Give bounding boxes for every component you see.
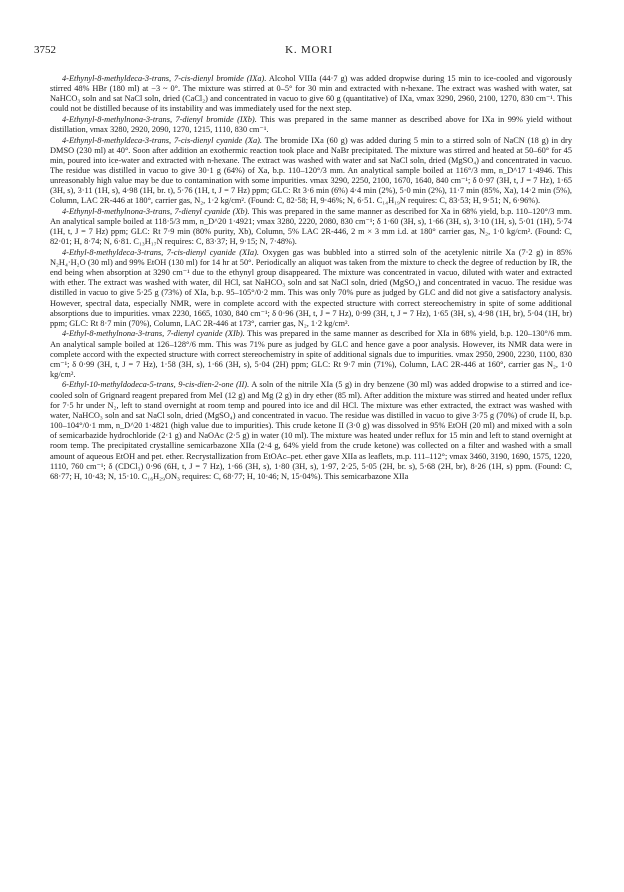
paragraph-text: This was prepared in the same manner as described for Xa in 68% yield, b.p. 110–120°/3 mm. An analytical sample boiled at 118·5/3 mm, n_D^20 1·4921; νmax 3280, 2220, 2080, 830 cm⁻¹; δ 1·60 (3H, s), 1·66 (3H, s), 3·10 (1H, s), 5·01 (1H), 5·74 (1H, t, J = 7 Hz) ppm; GLC: Rt 7·9 min (80% purity, Xb), Column, 5% LAC 2R-446, 2 m × 3 mm i.d. at 180° carrier gas, N₂, 1·0 kg/cm². (Found: C, 82·01; H, 8·74; N, 6·81. C₁₃H₁₇N requires: C, 83·37; H, 9·15; N, 7·48%). xyxy=(50,206,572,247)
paragraph-cyanide-xib xyxy=(50,329,572,380)
compound-title: 4-Ethynyl-8-methyldeca-3-trans, 7-cis-dienyl bromide (IXa). xyxy=(62,74,267,83)
compound-title: 4-Ethynyl-8-methylnona-3-trans, 7-dienyl cyanide (Xb). xyxy=(62,206,250,216)
running-head-author: K. MORI xyxy=(285,44,333,56)
compound-title: 6-Ethyl-10-methyldodeca-5-trans, 9-cis-dien-2-one (II). xyxy=(62,380,250,390)
compound-title: 4-Ethyl-8-methyldeca-3-trans, 7-cis-dienyl cyanide (XIa). xyxy=(62,247,259,257)
paragraph-text: This was prepared in the same manner as described above for IXa in 99% yield without distillation, νmax 3280, 2920, 2090, 1270, 1215, 1110, 830 cm⁻¹. xyxy=(50,114,572,135)
page-number: 3752 xyxy=(34,44,56,56)
paragraph-text: This was prepared in the same manner as described for XIa in 68% yield, b.p. 120–130°/6 mm. An analytical sample boiled at 126–128°/6 mm. This was 71% pure as judged by GLC and hence gave a poor analysis. However, its NMR data were in complete accord with the expected structure with correct stereochemistry in spite of additional signals due to impurities. νmax 2950, 2900, 2230, 1100, 830 cm⁻¹; δ 0·99 (3H, t, J = 7 Hz), 1·58 (3H, s), 1·66 (3H, s), 5·04 (2H) ppm; GLC: Rt 9·7 min (71%), Column, LAC 2R-446 at 160°, carrier gas N₂, 1·0 kg/cm². xyxy=(50,329,572,380)
paragraph-bromide-ixb xyxy=(50,115,572,135)
paragraph-cyanide-xa xyxy=(50,136,572,207)
paragraph-text: The bromide IXa (60 g) was added during 5 min to a stirred soln of NaCN (18 g) in dry DMSO (230 ml) at 40°. Soon after addition an exothermic reaction took place and NaBr precipitated. The mixture was stirred and heated at 50–60° for 45 min, poured into ice-water and extracted with n-hexane. The extract was washed with water and sat NaCl soln, dried (MgSO₄) and concentrated in vacuo. The residue was distilled in vacuo to give 30·1 g (64%) of Xa, b.p. 110–120°/3 mm. An analytical sample boiled at 116°/3 mm, n_D^17 1·4946. This unreasonably high value may be due to contamination with some impurities. νmax 3290, 2250, 2100, 1670, 1640, 840 cm⁻¹; δ 0·97 (3H, t, J = 7 Hz), 1·65 (3H, s), 3·11 (1H, s), 4·98 (1H, br. t), 5·76 (1H, t, J = 7 Hz) ppm; GLC: Rt 3·6 min (6%) 4·4 min (2%), 5·0 min (2%), 11·7 min (85%, Xa), 14·2 min (5%), Column, LAC 2R-446 at 180°, carrier gas, N₂, 1·2 kg/cm². (Found: C, 82·58; H, 9·46%; N, 6·51. C₁₄H₁₉N requires: C, 83·53; H, 9·51; N, 6·96%). xyxy=(50,135,573,206)
paragraph-dienone-ii xyxy=(50,380,572,482)
paragraph-text: Alcohol VIIIa (44·7 g) was added dropwise during 15 min to ice-cooled and vigorously stirred 48% HBr (180 ml) at −3 ~ 0°. The mixture was stirred at 0–5° for 30 min and extracted with n-hexane. The extract was washed with water, sat NaHCO₃ soln and sat NaCl soln, dried (CaCl₂) and concentrated in vacuo to give 60 g (quantitative) of IXa, νmax 3290, 2960, 2100, 1270, 830 cm⁻¹. This could not be distilled because of its instability and was immediately used for the next step. xyxy=(50,74,572,114)
compound-title: 4-Ethynyl-8-methylnona-3-trans, 7-dienyl bromide (IXb). xyxy=(62,114,257,124)
paragraph-bromide-ixa xyxy=(50,74,572,115)
paragraph-cyanide-xb xyxy=(50,207,572,248)
paragraph-cyanide-xia xyxy=(50,248,572,329)
page-header xyxy=(34,44,584,60)
paragraph-text: A soln of the nitrile XIa (5 g) in dry benzene (30 ml) was added dropwise to a stirred and ice-cooled soln of Grignard reagent prepared from MeI (12 g) and Mg (2 g) in dry ether (85 ml). After addition the mixture was stirred and heated under reflux for 7·5 hr under N₂, left to stand overnight at room temp and poured into ice and dil HCl. The mixture was ether extracted, the extract was washed with water, NaHCO₃ soln and sat NaCl soln, dried (MgSO₄) and concentrated in vacuo. The residue was distilled in vacuo to give 3·75 g (70%) of crude II, b.p. 100–104°/0·1 mm, n_D^20 1·4821 (high value due to impurities). This crude ketone II (3·0 g) was dissolved in 95% EtOH (20 ml) and mixed with a soln of semicarbazide hydrochloride (2·1 g) and NaOAc (2·5 g) in water (10 ml). The mixture was heated under reflux for 15 min and left to stand overnight at room temp. The precipitated crystalline semicarbazone XIIa (2·4 g, 64% yield from the crude ketone) was collected on a filter and washed with a small amount of aqueous EtOH and pet. ether. Recrystallization from EtOAc–pet. ether gave XIIa as leaflets, m.p. 111–112°; νmax 3460, 3190, 1690, 1575, 1220, 1110, 760 cm⁻¹; δ (CDCl₃) 0·96 (6H, t, J = 7 Hz), 1·66 (3H, s), 1·80 (3H, s), 1·97, 2·25, 5·05 (2H, br. s), 5·68 (2H, br), 8·26 (1H, s) ppm. (Found: C, 68·77; H, 10·43; N, 15·10. C₁₆H₂₉ON₃ requires: C, 68·77; H, 10·46; N, 15·04%). This semicarbazone XIIa xyxy=(50,380,572,481)
compound-title: 4-Ethynyl-8-methyldeca-3-trans, 7-cis-dienyl cyanide (Xa). xyxy=(62,135,263,145)
paragraph-text: Oxygen gas was bubbled into a stirred soln of the acetylenic nitrile Xa (7·2 g) in 85% N₂H₄·H₂O (30 ml) and 99% EtOH (130 ml) for 14 hr at 50°. Periodically an aliquot was taken from the mixture to check the degree of reduction by IR, the end being when absorption at 3290 cm⁻¹ due to the ethynyl group disappeared. The mixture was concentrated in vacuo, diluted with water and extracted with ether. The extract was washed with water, dil HCl, sat NaHCO₃ soln and sat NaCl soln, dried (MgSO₄) and concentrated in vacuo. The residue was distilled in vacuo to give 5·25 g (73%) of XIa, b.p. 95–105°/0·2 mm. This was only 70% pure as judged by GLC and did not give a satisfactory analysis. However, spectral data, especially NMR, were in complete accord with the expected structure with correct stereochemistry in spite of some additional absorptions due to impurities. νmax 2230, 1665, 1030, 840 cm⁻¹; δ 0·96 (3H, t, J = 7 Hz), 0·99 (3H, t, J = 7 Hz), 1·65 (3H, s), 4·98 (1H, br), 5·04 (1H, br) ppm; GLC: Rt 8·7 min (70%), Column, LAC 2R-446 at 173°, carrier gas, N₂, 1·2 kg/cm². xyxy=(50,247,573,328)
compound-title: 4-Ethyl-8-methylnona-3-trans, 7-dienyl cyanide (XIb). xyxy=(62,329,245,339)
article-body xyxy=(50,74,572,482)
